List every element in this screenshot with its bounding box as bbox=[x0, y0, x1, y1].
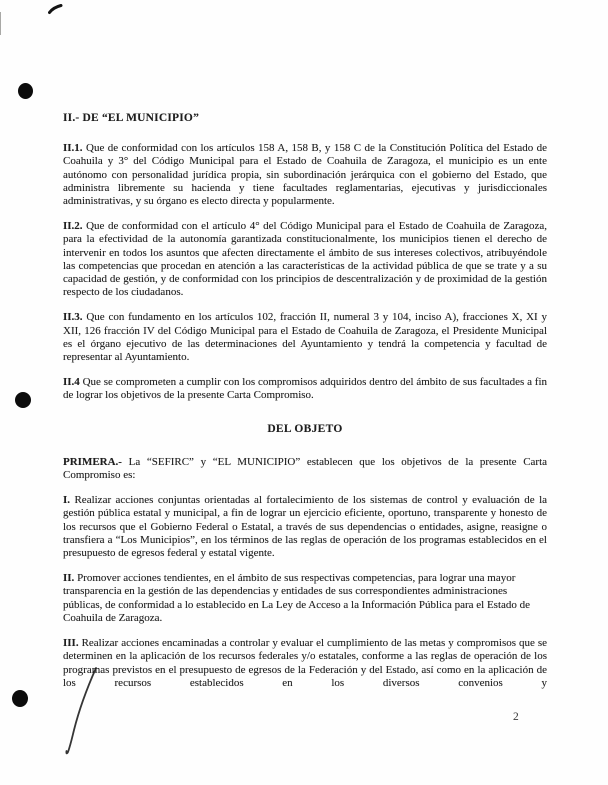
paragraph-label: II. bbox=[63, 572, 75, 585]
paragraph-text: Promover acciones tendientes, en el ámbito de sus respectivas competencias, para lograr una mayor transparencia en la gestión de las dependencias y entidades de sus correspondientes administraciones públicas, de conformidad a lo establecido en La Ley de Acceso a la Información Pública para el Estado de Coahuila de Zaragoza. bbox=[63, 572, 531, 624]
paragraph-ii-1 bbox=[63, 142, 547, 208]
document-body bbox=[63, 112, 547, 702]
paragraph-label: PRIMERA.- bbox=[63, 455, 122, 468]
paragraph-ii-3 bbox=[63, 311, 547, 364]
paragraph-label: III. bbox=[63, 637, 79, 650]
section-heading-municipio: II.- DE “EL MUNICIPIO” bbox=[63, 112, 200, 124]
scan-edge-artifact bbox=[0, 12, 1, 35]
hole-punch-icon bbox=[15, 392, 31, 408]
paragraph-primera bbox=[63, 456, 547, 482]
pen-tick-icon bbox=[48, 3, 63, 15]
paragraph-text: Que de conformidad con el artículo 4° del Código Municipal para el Estado de Coahuila de Zaragoza, para la efectividad de la autonomía garantizada constitucionalmente, los municipios tienen el derecho de intervenir en todos los asuntos que afecten directamente el ámbito de sus intereses colectivos, atribuyéndole las competencias que procedan en atención a las características de la actividad pública de que se trate y a su capacidad de gestión, y de conformidad con los principios de descentralización y de proximidad de la gestión respecto de los ciudadanos. bbox=[63, 220, 548, 299]
paragraph-text: Que con fundamento en los artículos 102, fracción II, numeral 3 y 104, inciso A), fracciones X, XI y XII, 126 fracción IV del Código Municipal para el Estado de Coahuila de Zaragoza, el Presidente Municipal es el órgano ejecutivo de las determinaciones del Ayuntamiento y tendrá la competencia y facultad de representar al Ayuntamiento. bbox=[63, 311, 548, 364]
section-heading-del-objeto: DEL OBJETO bbox=[267, 422, 343, 435]
page-number: 2 bbox=[513, 711, 519, 723]
hole-punch-icon bbox=[18, 83, 33, 99]
paragraph-objective-i bbox=[63, 494, 547, 560]
paragraph-label: I. bbox=[63, 494, 71, 507]
paragraph-label: II.1. bbox=[63, 142, 83, 155]
paragraph-label: II.3. bbox=[63, 311, 83, 324]
paragraph-ii-2 bbox=[63, 220, 547, 299]
paragraph-text: La “SEFIRC” y “EL MUNICIPIO” establecen que los objetivos de la presente Carta Compromiso es: bbox=[63, 455, 548, 482]
hole-punch-icon bbox=[12, 690, 28, 707]
paragraph-ii-4 bbox=[63, 376, 547, 402]
paragraph-objective-iii bbox=[63, 637, 547, 690]
paragraph-objective-ii bbox=[63, 572, 547, 625]
paragraph-text: Realizar acciones encaminadas a controlar y evaluar el cumplimiento de las metas y compromisos que se determinen en la aplicación de los recursos federales y/o estatales, conforme a las reglas de operación de los programas previstos en el presupuesto de egresos de la Federación y del Estado, así como en la aplicación de los recursos establecidos en los diversos convenios y bbox=[63, 637, 548, 689]
paragraph-label: II.2. bbox=[63, 220, 83, 233]
paragraph-label: II.4 bbox=[63, 376, 80, 389]
pen-stroke-icon bbox=[60, 662, 106, 758]
paragraph-text: Que se comprometen a cumplir con los compromisos adquiridos dentro del ámbito de sus facultades a fin de lograr los objetivos de la presente Carta Compromiso. bbox=[63, 376, 548, 402]
paragraph-text: Realizar acciones conjuntas orientadas al fortalecimiento de los sistemas de control y evaluación de la gestión pública estatal y municipal, a fin de lograr un ejercicio eficiente, oportuno, transparente y honesto de los recursos que el Gobierno Federal o Estatal, a través de sus dependencias o entidades, asigne, reasigne o transfiera a “Los Municipios”, en los términos de las reglas de operación de los programas establecidos en el presupuesto de egresos federal y estatal vigente. bbox=[63, 494, 548, 560]
paragraph-text: Que de conformidad con los artículos 158 A, 158 B, y 158 C de la Constitución Política del Estado de Coahuila y 3° del Código Municipal para el Estado de Coahuila de Zaragoza, el municipio es un ente autónomo con personalidad jurídica propia, sin subordinación jerárquica con el gobierno del Estado, que administra libremente su hacienda y tiene facultades reglamentarias, ejecutivas y jurisdiccionales administrativas, y su órgano es electo directa y popularmente. bbox=[63, 142, 548, 208]
